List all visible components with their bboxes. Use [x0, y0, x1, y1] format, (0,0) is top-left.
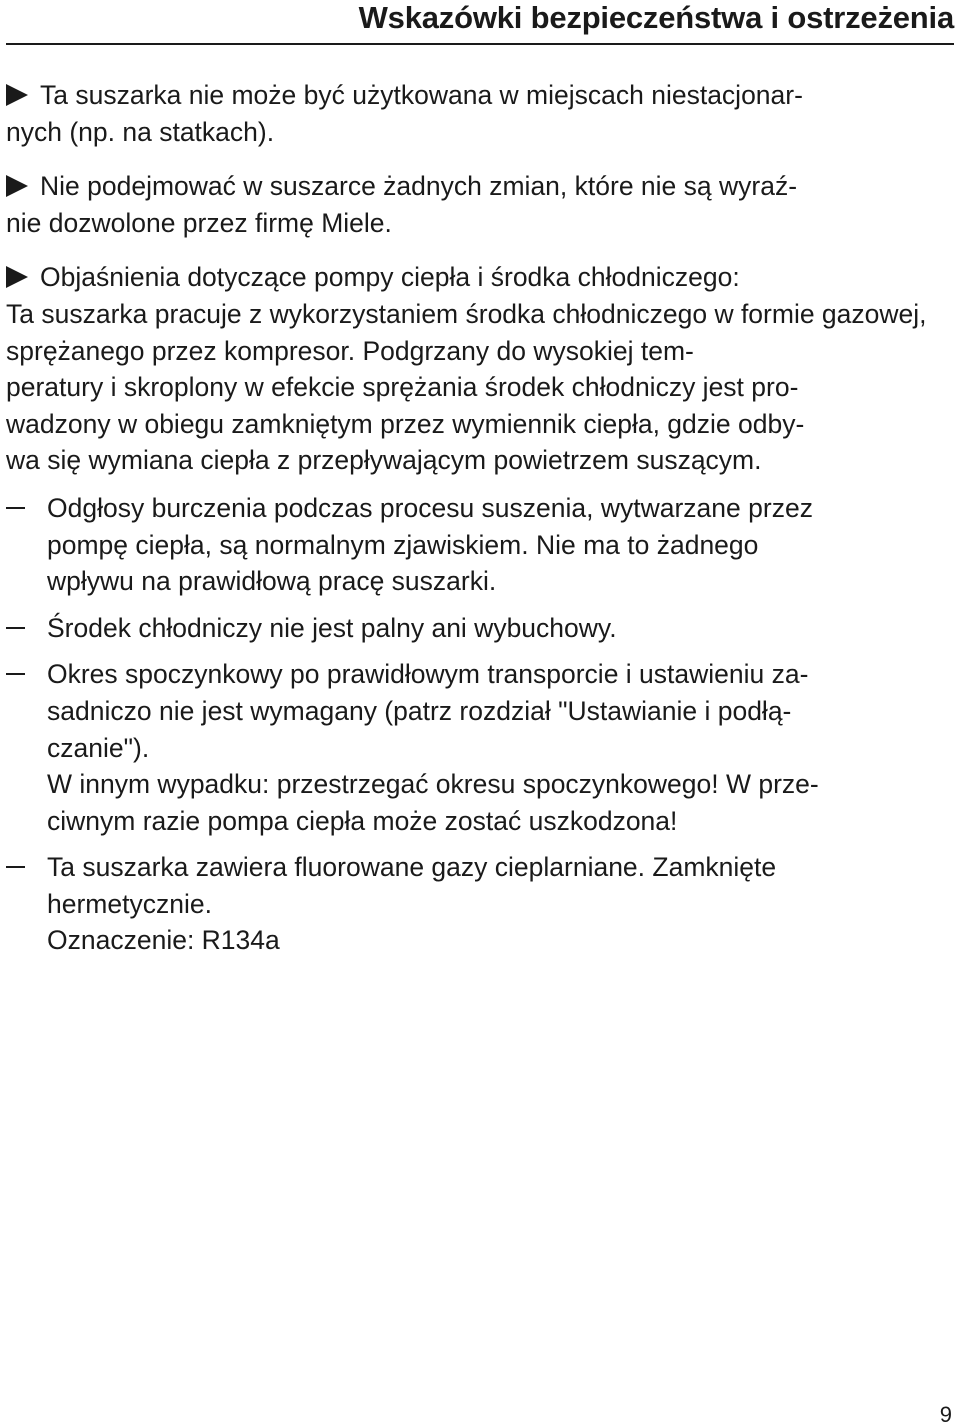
main-content: [6, 77, 952, 959]
page-header: [0, 0, 960, 46]
list-item: [6, 610, 952, 647]
list-item-text: Ta suszarka zawiera fluorowane gazy cieplarniane. Zamknięte hermetycznie. Oznaczenie: R134a: [47, 852, 777, 956]
safety-note-text: Objaśnienia dotyczące pompy ciepła i środka chłodniczego: Ta suszarka pracuje z wykorzystaniem środka chłodniczego w formie gazowej, sprężanego przez kompresor. Podgrzany do wysokiej tem- peratury i skroplony w efekcie sprężania środek chłodniczy jest pro- wadzony w obiegu zamkniętym przez wymiennik ciepła, gdzie odby- wa się wymiana ciepła z przepływającym powietrzem suszącym.: [6, 262, 927, 476]
arrow-right-icon: [6, 175, 28, 197]
safety-note-mobile-use: [6, 77, 952, 150]
page-number: 9: [939, 1402, 952, 1427]
list-item-text: Odgłosy burczenia podczas procesu suszenia, wytwarzane przez pompę ciepła, są normalnym zjawiskiem. Nie ma to żadnego wpływu na prawidłową pracę suszarki.: [47, 492, 813, 597]
safety-note-text: Nie podejmować w suszarce żadnych zmian, które nie są wyraź- nie dozwolone przez firmę Miele.: [6, 171, 798, 238]
list-item: [6, 490, 952, 600]
list-item: [6, 849, 952, 959]
arrow-right-icon: [6, 84, 28, 106]
dash-icon: [6, 866, 25, 868]
safety-note-heat-pump: [6, 259, 952, 479]
list-item-text: Okres spoczynkowy po prawidłowym transporcie i ustawieniu za- sadniczo nie jest wymagany (patrz rozdział "Ustawianie i podłą- czanie"). W innym wypadku: przestrzegać okresu spoczynkowego! W prze- ciwnym razie pompa ciepła może zostać uszkodzona!: [47, 659, 819, 836]
dash-icon: [6, 627, 25, 629]
safety-note-modifications: [6, 168, 952, 241]
arrow-right-icon: [6, 266, 28, 288]
list-item: [6, 656, 952, 839]
safety-note-text: Ta suszarka nie może być użytkowana w miejscach niestacjonar- nych (np. na statkach).: [6, 80, 803, 147]
dash-icon: [6, 673, 25, 675]
list-item-text: Środek chłodniczy nie jest palny ani wybuchowy.: [47, 612, 617, 643]
header-divider: [6, 43, 954, 45]
page-title: Wskazówki bezpieczeństwa i ostrzeżenia: [358, 0, 954, 35]
dash-icon: [6, 507, 25, 509]
